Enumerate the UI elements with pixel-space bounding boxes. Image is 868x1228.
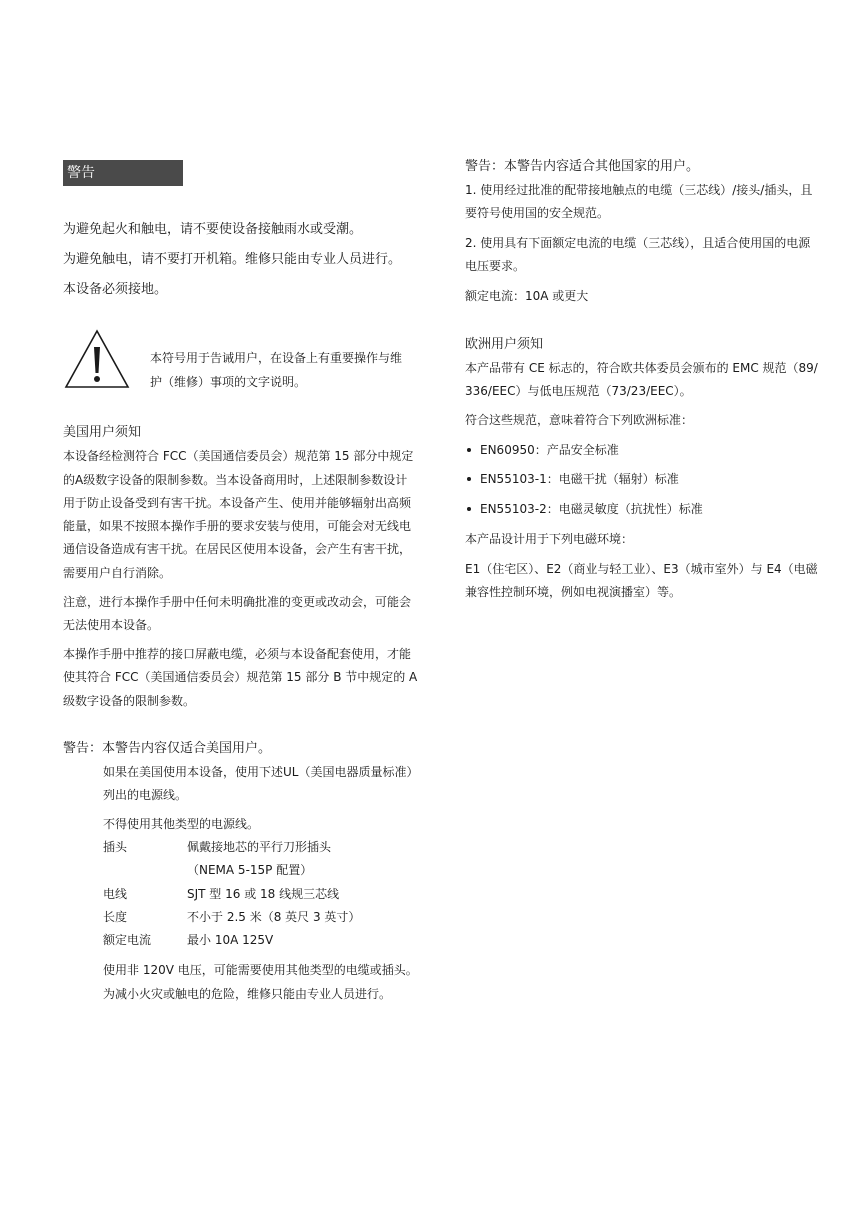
standard-item: EN55103-1：电磁干扰（辐射）标准	[480, 472, 679, 486]
spec-value: 最小 10A 125V	[187, 933, 274, 947]
eu-standards-intro: 符合这些规范，意味着符合下列欧洲标准：	[465, 413, 694, 427]
spec-key: 额定电流	[103, 933, 152, 947]
us-notice-title: 美国用户须知	[63, 425, 142, 440]
us-para1-line: 能量，如果不按照本操作手册的要求安装与使用，可能会对无线电	[63, 519, 412, 533]
warning-triangle-icon	[64, 329, 130, 389]
bullet-dot	[467, 477, 471, 481]
warning-line-3: 本设备必须接地。	[63, 282, 168, 297]
no-other-cords: 不得使用其他类型的电源线。	[103, 817, 260, 831]
item2-line: 电压要求。	[465, 259, 526, 273]
env-line: E1（住宅区）、E2（商业与轻工业）、E3（城市室外）与 E4（电磁	[465, 562, 818, 576]
closing-line: 为减小火灾或触电的危险，维修只能由专业人员进行。	[103, 987, 392, 1001]
warning-line-2: 为避免触电，请不要打开机箱。维修只能由专业人员进行。	[63, 252, 402, 267]
bullet-dot	[467, 507, 471, 511]
warning-header: 警告	[63, 160, 183, 186]
symbol-text-1: 本符号用于告诫用户，在设备上有重要操作与维	[150, 351, 403, 365]
eu-para-line: 本产品带有 CE 标志的，符合欧共体委员会颁布的 EMC 规范（89/	[465, 361, 818, 375]
design-intro: 本产品设计用于下列电磁环境：	[465, 532, 634, 546]
spec-key: 电线	[103, 887, 128, 901]
spec-value: （NEMA 5-15P 配置）	[187, 863, 313, 877]
spec-value: SJT 型 16 或 18 线规三芯线	[187, 887, 340, 901]
eu-notice-title: 欧洲用户须知	[465, 337, 544, 352]
standard-item: EN60950：产品安全标准	[480, 443, 619, 457]
us-para3-line: 级数字设备的限制参数。	[63, 694, 196, 708]
spec-value: 佩戴接地芯的平行刀形插头	[187, 840, 332, 854]
spec-value: 不小于 2.5 米（8 英尺 3 英寸）	[187, 910, 361, 924]
us-para1-line: 通信设备造成有害干扰。在居民区使用本设备，会产生有害干扰，	[63, 542, 412, 556]
us-para1-line: 本设备经检测符合 FCC（美国通信委员会）规范第 15 部分中规定	[63, 449, 414, 463]
us-para3-line: 使其符合 FCC（美国通信委员会）规范第 15 部分 B 节中规定的 A	[63, 670, 418, 684]
us-warning-line: 如果在美国使用本设备，使用下述UL（美国电器质量标准）	[103, 765, 419, 779]
item1-line: 1. 使用经过批准的配带接地触点的电缆（三芯线）/接头/插头，且	[465, 183, 813, 197]
us-warning-title: 警告：本警告内容仅适合美国用户。	[63, 741, 272, 756]
env-line: 兼容性控制环境，例如电视演播室）等。	[465, 585, 682, 599]
eu-para-line: 336/EEC）与低电压规范（73/23/EEC）。	[465, 384, 692, 398]
us-para2-line: 注意，进行本操作手册中任何未明确批准的变更或改动会，可能会	[63, 595, 412, 609]
symbol-text-2: 护（维修）事项的文字说明。	[150, 375, 307, 389]
us-para1-line: 用于防止设备受到有害干扰。本设备产生、使用并能够辐射出高频	[63, 496, 412, 510]
us-warning-line: 列出的电源线。	[103, 788, 188, 802]
item1-line: 要符号使用国的安全规范。	[465, 206, 610, 220]
item2-line: 2. 使用具有下面额定电流的电缆（三芯线），且适合使用国的电源	[465, 236, 811, 250]
standard-item: EN55103-2：电磁灵敏度（抗扰性）标准	[480, 502, 703, 516]
other-warning-title: 警告：本警告内容适合其他国家的用户。	[465, 159, 700, 174]
us-para2-line: 无法使用本设备。	[63, 618, 160, 632]
rated-current: 额定电流：10A 或更大	[465, 289, 589, 303]
us-para1-line: 需要用户自行消除。	[63, 566, 172, 580]
closing-line: 使用非 120V 电压，可能需要使用其他类型的电缆或插头。	[103, 963, 418, 977]
bullet-dot	[467, 448, 471, 452]
spec-key: 插头	[103, 840, 128, 854]
us-para3-line: 本操作手册中推荐的接口屏蔽电缆，必须与本设备配套使用，才能	[63, 647, 412, 661]
us-para1-line: 的A级数字设备的限制参数。当本设备商用时，上述限制参数设计	[63, 473, 408, 487]
spec-key: 长度	[103, 910, 128, 924]
warning-line-1: 为避免起火和触电，请不要使设备接触雨水或受潮。	[63, 222, 363, 237]
